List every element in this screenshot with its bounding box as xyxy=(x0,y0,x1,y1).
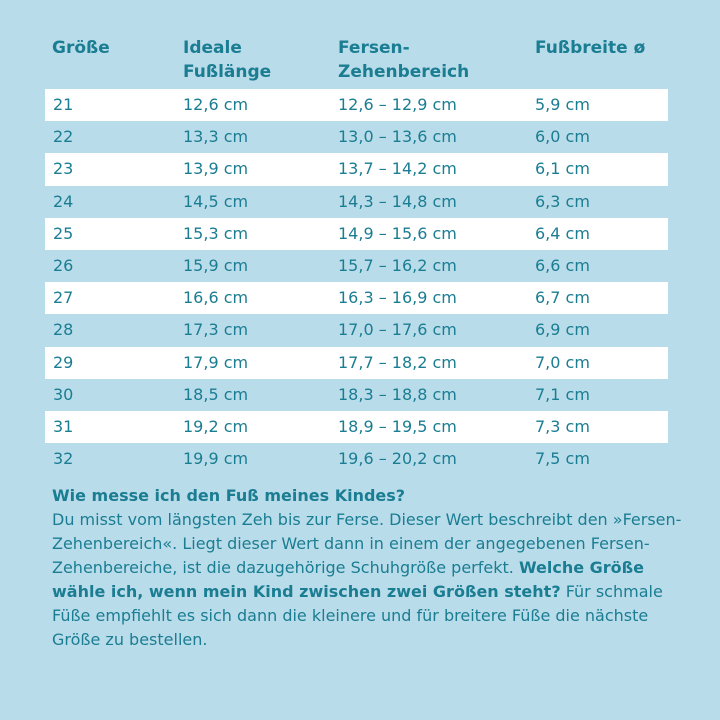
heel-toe-cell: 19,6 – 20,2 cm xyxy=(338,449,457,469)
size-cell: 24 xyxy=(53,191,74,211)
heel-toe-cell: 15,7 – 16,2 cm xyxy=(338,255,457,275)
header-length: Ideale Fußlänge xyxy=(183,38,272,82)
width-cell: 6,4 cm xyxy=(535,223,590,243)
question-measure: Wie messe ich den Fuß meines Kindes? xyxy=(52,486,406,505)
size-table xyxy=(45,89,668,475)
table-row xyxy=(45,250,668,282)
length-cell: 13,9 cm xyxy=(183,159,249,179)
heel-toe-cell: 18,3 – 18,8 cm xyxy=(338,384,457,404)
header-heel-toe: Fersen- Zehenbereich xyxy=(338,38,470,82)
heel-toe-cell: 17,0 – 17,6 cm xyxy=(338,320,457,340)
table-row xyxy=(45,379,668,411)
length-cell: 19,2 cm xyxy=(183,416,249,436)
header-width: Fußbreite ø xyxy=(535,38,646,58)
width-cell: 6,3 cm xyxy=(535,191,590,211)
heel-toe-cell: 12,6 – 12,9 cm xyxy=(338,95,457,114)
table-row xyxy=(45,218,668,250)
width-cell: 6,0 cm xyxy=(535,127,590,147)
table-row xyxy=(45,443,668,475)
width-cell: 6,9 cm xyxy=(535,320,590,340)
size-cell: 25 xyxy=(53,223,74,243)
heel-toe-cell: 16,3 – 16,9 cm xyxy=(338,288,457,308)
length-cell: 15,3 cm xyxy=(183,223,249,243)
size-cell: 31 xyxy=(53,416,74,436)
length-cell: 17,3 cm xyxy=(183,320,249,340)
length-cell: 14,5 cm xyxy=(183,191,249,211)
table-row xyxy=(45,89,668,121)
size-cell: 22 xyxy=(53,127,74,147)
table-header xyxy=(0,36,720,88)
table-row xyxy=(45,314,668,346)
table-row xyxy=(45,121,668,153)
table-row xyxy=(45,411,668,443)
length-cell: 16,6 cm xyxy=(183,288,249,308)
table-row xyxy=(45,282,668,314)
length-cell: 19,9 cm xyxy=(183,449,249,469)
heel-toe-cell: 13,0 – 13,6 cm xyxy=(338,127,457,147)
heel-toe-cell: 13,7 – 14,2 cm xyxy=(338,159,457,179)
size-cell: 21 xyxy=(53,95,74,114)
size-cell: 26 xyxy=(53,255,74,275)
length-cell: 12,6 cm xyxy=(183,95,249,114)
heel-toe-cell: 14,9 – 15,6 cm xyxy=(338,223,457,243)
width-cell: 7,0 cm xyxy=(535,352,590,372)
question-between-sizes: Welche Größe wähle ich, wenn mein Kind zwischen zwei Größen steht? xyxy=(52,558,645,601)
answer-between-sizes: Für schmale Füße empfiehlt es sich dann die kleinere und für breitere Füße die nächste Größe zu bestellen. xyxy=(52,582,663,649)
width-cell: 7,3 cm xyxy=(535,416,590,436)
table-row xyxy=(45,186,668,218)
width-cell: 7,5 cm xyxy=(535,449,590,469)
heel-toe-cell: 14,3 – 14,8 cm xyxy=(338,191,457,211)
table-row xyxy=(45,347,668,379)
header-size: Größe xyxy=(52,38,110,58)
size-cell: 32 xyxy=(53,449,74,469)
width-cell: 7,1 cm xyxy=(535,384,590,404)
size-cell: 23 xyxy=(53,159,74,179)
size-cell: 29 xyxy=(53,352,74,372)
width-cell: 6,6 cm xyxy=(535,255,590,275)
heel-toe-cell: 17,7 – 18,2 cm xyxy=(338,352,457,372)
answer-measure: Du misst vom längsten Zeh bis zur Ferse. Dieser Wert beschreibt den »Fersen-Zehenbereich«. Liegt dieser Wert dann in einem der angegebenen Fersen-Zehenbereiche, ist die dazugehörige Schuhgröße perfekt. xyxy=(52,510,682,577)
length-cell: 18,5 cm xyxy=(183,384,249,404)
length-cell: 15,9 cm xyxy=(183,255,249,275)
size-cell: 30 xyxy=(53,384,74,404)
info-text xyxy=(52,484,682,652)
length-cell: 13,3 cm xyxy=(183,127,249,147)
width-cell: 6,1 cm xyxy=(535,159,590,179)
size-cell: 28 xyxy=(53,320,74,340)
size-cell: 27 xyxy=(53,288,74,308)
heel-toe-cell: 18,9 – 19,5 cm xyxy=(338,416,457,436)
width-cell: 5,9 cm xyxy=(535,95,590,114)
width-cell: 6,7 cm xyxy=(535,288,590,308)
table-row xyxy=(45,153,668,185)
length-cell: 17,9 cm xyxy=(183,352,249,372)
